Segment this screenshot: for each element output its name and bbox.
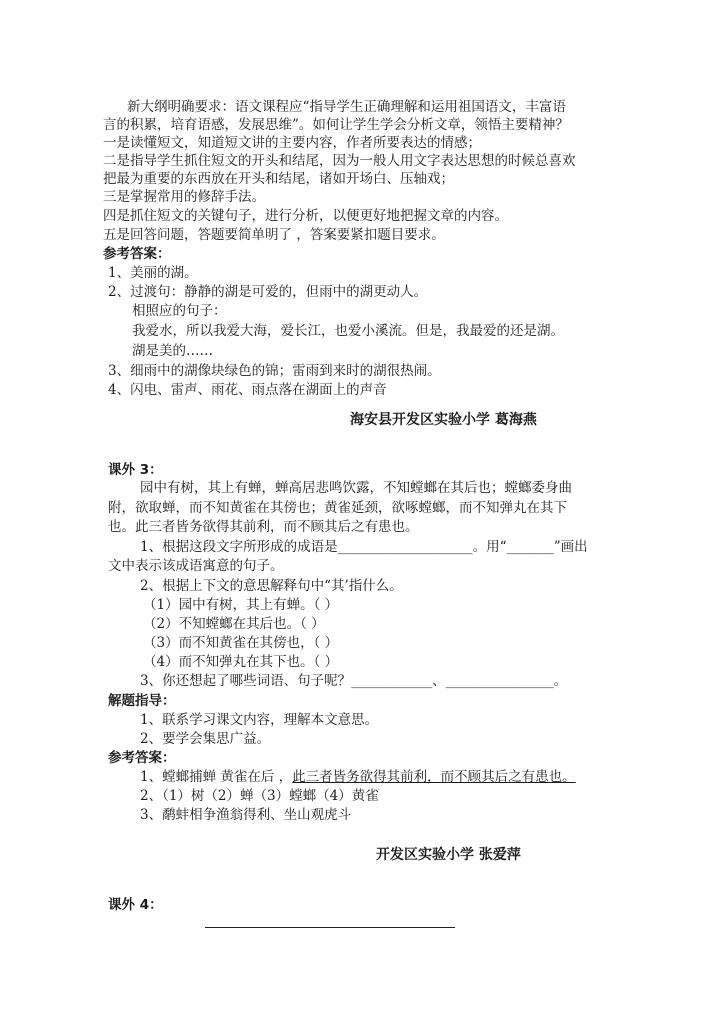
answer-3: 3、细雨中的湖像块绿色的锦；雷雨到来时的湖很热闹。 <box>108 363 441 379</box>
ex3-question-2c: （3）而不知黄雀在其傍也，（ ） <box>143 635 339 651</box>
intro-line-8: 五是回答问题，答题要简单明了 ，答案要紧扣题目要求。 <box>103 227 445 243</box>
ex3-question-3: 3、你还想起了哪些词语、句子呢？____________、________________。 <box>140 673 568 689</box>
answer-1: 1、美丽的湖。 <box>108 265 198 281</box>
intro-line-3: 一是读懂短文，知道短文讲的主要内容，作者所要表达的情感； <box>103 135 481 151</box>
intro-line-1: 新大纲明确要求：语文课程应“指导学生正确理解和运用祖国语文，丰富语 <box>127 99 566 115</box>
ex3-passage-2: 附，欲取蝉，而不知黄雀在其傍也；黄雀延颈，欲啄螳螂，而不知弹丸在其下 <box>108 500 567 516</box>
ex3-question-2d: （4）而不知弹丸在其下也。（ ） <box>143 654 339 670</box>
guide-2: 2、要学会集思广益。 <box>140 731 271 747</box>
ex3-answer-1-underlined: 此三者皆务欲得其前利，而不顾其后之有患也。 <box>292 769 576 785</box>
guide-heading: 解题指导： <box>108 693 176 709</box>
ex3-question-1: 1、根据这段文字所形成的成语是____________________。用“_______”画出 <box>140 539 588 555</box>
intro-line-4: 二是指导学生抓住短文的开头和结尾，因为一般人用文字表达思想的时候总喜欢 <box>103 153 576 169</box>
answer-2-sentence: 我爱水，所以我爱大海，爱长江，也爱小溪流。但是，我最爱的还是湖。 <box>132 323 564 339</box>
answer-2-lake: 湖是美的…… <box>132 343 213 359</box>
ex3-answer-1-idiom: 1、螳螂捕蝉 黄雀在后 ， <box>140 769 293 785</box>
exercise-4-title: 课外 4： <box>108 897 163 913</box>
ex3-question-2b: （2）不知螳螂在其后也。（ ） <box>143 616 325 632</box>
ex3-question-2: 2、根据上下文的意思解释句中“其’指什么。 <box>140 578 403 594</box>
ex3-answer-3: 3、鹬蚌相争渔翁得利、坐山观虎斗 <box>140 807 352 823</box>
guide-1: 1、联系学习课文内容，理解本文意思。 <box>140 712 379 728</box>
ex3-question-2a: （1）园中有树，其上有蝉。（ ） <box>143 597 339 613</box>
signature-1: 海安县开发区实验小学 葛海燕 <box>350 412 537 428</box>
ex3-answer-1 <box>140 768 576 786</box>
ex3-passage-3: 也。此三者皆务欲得其前利，而不顾其后之有患也。 <box>108 519 419 535</box>
intro-line-5: 把最为重要的东西放在开头和结尾，诸如开场白、压轴戏； <box>103 171 454 187</box>
intro-line-2: 言的积累，培育语感，发展思维”。如何让学生学会分析文章，领悟主要精神？ <box>103 117 569 133</box>
answers-heading: 参考答案： <box>103 246 171 262</box>
answer-2: 2、过渡句：静静的湖是可爱的，但雨中的湖更动人。 <box>108 284 428 300</box>
ex3-answer-2: 2、（1）树（2）蝉（3）螳螂（4）黄雀 <box>140 788 379 804</box>
signature-2: 开发区实验小学 张爱萍 <box>376 847 521 863</box>
blank-rule <box>205 927 455 928</box>
intro-line-6: 三是掌握常用的修辞手法。 <box>103 189 265 205</box>
intro-line-7: 四是抓住短文的关键句子，进行分析，以便更好地把握文章的内容。 <box>103 208 508 224</box>
answer-2-related: 相照应的句子： <box>132 303 227 319</box>
ex3-question-1b: 文中表示该成语寓意的句子。 <box>108 558 284 574</box>
answer-4: 4、闪电、雷声、雨花、雨点落在湖面上的声音 <box>108 382 387 398</box>
exercise-3-title: 课外 3： <box>108 462 163 478</box>
ex3-passage-1: 园中有树，其上有蝉，蝉高居悲鸣饮露，不知螳螂在其后也；螳螂委身曲 <box>140 480 572 496</box>
answers-heading-2: 参考答案： <box>108 750 176 766</box>
